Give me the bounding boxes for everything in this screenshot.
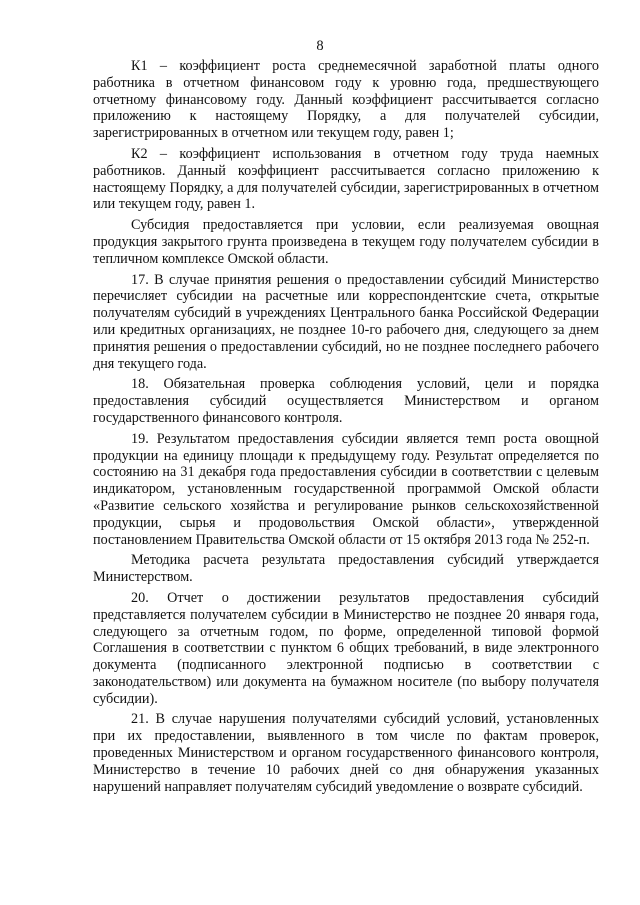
paragraph-k2-definition: К2 – коэффициент использования в отчетном году труда наемных работников. Данный коэффициент рассчитывается согласно приложению к настоящему Порядку, а для получателей субсидии, зарегистрированных в отчетном или текущем году, равен 1. [93, 145, 599, 213]
paragraph-clause-20: 20. Отчет о достижении результатов предоставления субсидий представляется получателем субсидии в Министерство не позднее 20 января года, следующего за отчетным годом, по форме, определенной типовой формой Соглашения в соответствии с пунктом 6 общих требований, в виде электронного документа (подписанного электронной подписью в соответствии с законодательством) или документа на бумажном носителе (по выбору получателя субсидии). [93, 589, 599, 707]
paragraph-clause-17: 17. В случае принятия решения о предоставлении субсидий Министерство перечисляет субсидии на расчетные или корреспондентские счета, открытые получателям субсидий в учреждениях Центрального банка Российской Федерации или кредитных организациях, не позднее 10-го рабочего дня, следующего за днем принятия решения о предоставлении субсидий, но не позднее последнего рабочего дня текущего года. [93, 271, 599, 372]
paragraph-clause-19: 19. Результатом предоставления субсидии является темп роста овощной продукции на единицу площади к предыдущему году. Результат определяется по состоянию на 31 декабря года предоставления субсидии в соответствии с целевым индикатором, установленным государственной программой Омской области «Развитие сельского хозяйства и регулирование рынков сельскохозяйственной продукции, сырья и продовольствия Омской области», утвержденной постановлением Правительства Омской области от 15 октября 2013 года № 252-п. [93, 430, 599, 548]
paragraph-subsidy-condition: Субсидия предоставляется при условии, если реализуемая овощная продукция закрытого грунта произведена в текущем году получателем субсидии в тепличном комплексе Омской области. [93, 217, 599, 267]
paragraph-clause-21: 21. В случае нарушения получателями субсидий условий, установленных при их предоставлении, выявленного в том числе по фактам проверок, проведенных Министерством и органом государственного финансового контроля, Министерство в течение 10 рабочих дней со дня обнаружения указанных нарушений направляет получателям субсидий уведомление о возврате субсидий. [93, 711, 599, 795]
paragraph-methodology: Методика расчета результата предоставления субсидий утверждается Министерством. [93, 552, 599, 586]
page-number: 8 [316, 38, 324, 54]
document-body [93, 58, 599, 799]
paragraph-k1-definition: К1 – коэффициент роста среднемесячной заработной платы одного работника в отчетном финансовом году к уровню года, предшествующего отчетному финансовому году. Данный коэффициент рассчитывается согласно приложению к настоящему Порядку, а для получателей субсидии, зарегистрированных в отчетном или текущем году, равен 1; [93, 58, 599, 142]
paragraph-clause-18: 18. Обязательная проверка соблюдения условий, цели и порядка предоставления субсидий осуществляется Министерством и органом государственного финансового контроля. [93, 376, 599, 426]
